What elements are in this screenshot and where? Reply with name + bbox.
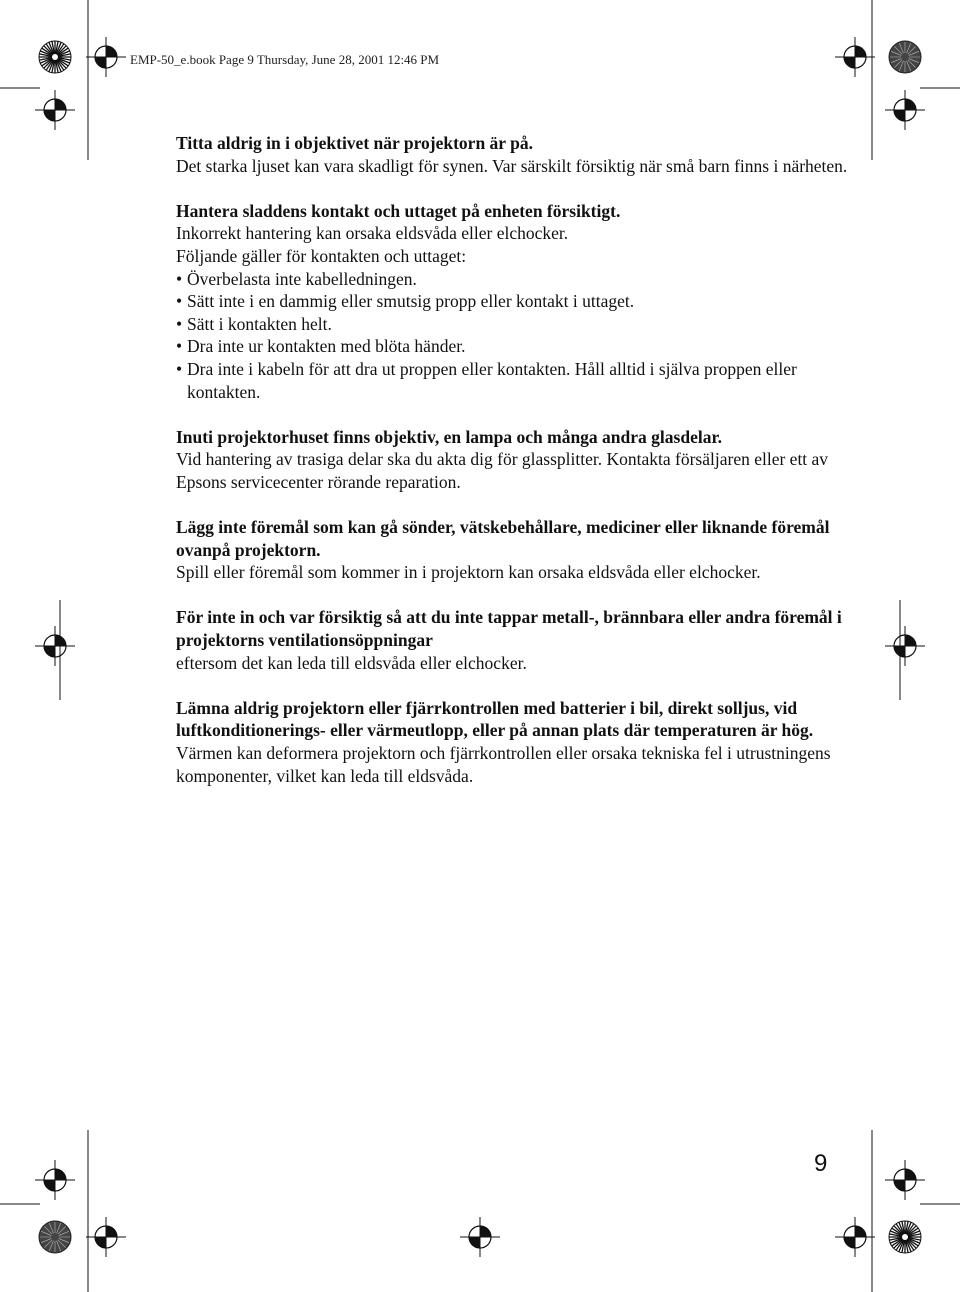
section-heading: Inuti projektorhuset finns objektiv, en lampa och många andra glasdelar. bbox=[176, 426, 722, 447]
section-heading: Titta aldrig in i objektivet när projektorn är på. bbox=[176, 133, 533, 153]
section-objects-on-top bbox=[176, 516, 856, 584]
section-heat bbox=[176, 697, 856, 787]
list-item: • Sätt i kontakten helt. bbox=[176, 313, 856, 336]
list-item: • Sätt inte i en dammig eller smutsig propp eller kontakt i uttaget. bbox=[176, 290, 856, 313]
section-heading: För inte in och var försiktig så att du inte tappar metall-, brännbara eller andra föremål i projektorns ventilationsöppningar bbox=[176, 607, 842, 651]
list-item: • Dra inte i kabeln för att dra ut proppen eller kontakten. Håll alltid i själva proppen eller kontakten. bbox=[176, 358, 856, 403]
section-body: eftersom det kan leda till eldsvåda eller elchocker. bbox=[176, 652, 527, 673]
section-lens-warning bbox=[176, 132, 856, 177]
section-plug-handling bbox=[176, 200, 856, 403]
section-heading: Lämna aldrig projektorn eller fjärrkontrollen med batterier i bil, direkt solljus, vid luftkonditionerings- eller värmeutlopp, eller på annan plats där temperaturen är hög. bbox=[176, 697, 814, 741]
list-item: • Överbelasta inte kabelledningen. bbox=[176, 268, 856, 291]
section-heading: Lägg inte föremål som kan gå sönder, vätskebehållare, mediciner eller liknande föremål ovanpå projektorn. bbox=[176, 517, 830, 560]
file-info-header: EMP-50_e.book Page 9 Thursday, June 28, 2001 12:46 PM bbox=[130, 52, 440, 67]
page-number: 9 bbox=[814, 1150, 828, 1177]
section-body: Följande gäller för kontakten och uttaget: bbox=[176, 245, 467, 266]
section-body: Spill eller föremål som kommer in i projektorn kan orsaka eldsvåda eller elchocker. bbox=[176, 562, 761, 583]
section-heading: Hantera sladdens kontakt och uttaget på enheten försiktigt. bbox=[176, 200, 621, 221]
bullet-list bbox=[176, 268, 856, 404]
section-glass-parts bbox=[176, 426, 856, 494]
section-body: Det starka ljuset kan vara skadligt för synen. Var särskilt försiktig när små barn finns i närheten. bbox=[176, 155, 848, 176]
section-body: Inkorrekt hantering kan orsaka eldsvåda eller elchocker. bbox=[176, 223, 569, 244]
document-content bbox=[176, 132, 856, 810]
section-ventilation bbox=[176, 606, 856, 674]
list-item: • Dra inte ur kontakten med blöta händer. bbox=[176, 335, 856, 358]
section-body: Vid hantering av trasiga delar ska du akta dig för glassplitter. Kontakta försäljaren eller ett av Epsons servicecenter rörande reparation. bbox=[176, 449, 829, 492]
section-body: Värmen kan deformera projektorn och fjärrkontrollen eller orsaka tekniska fel i utrustningens komponenter, vilket kan leda till eldsvåda. bbox=[176, 743, 831, 786]
